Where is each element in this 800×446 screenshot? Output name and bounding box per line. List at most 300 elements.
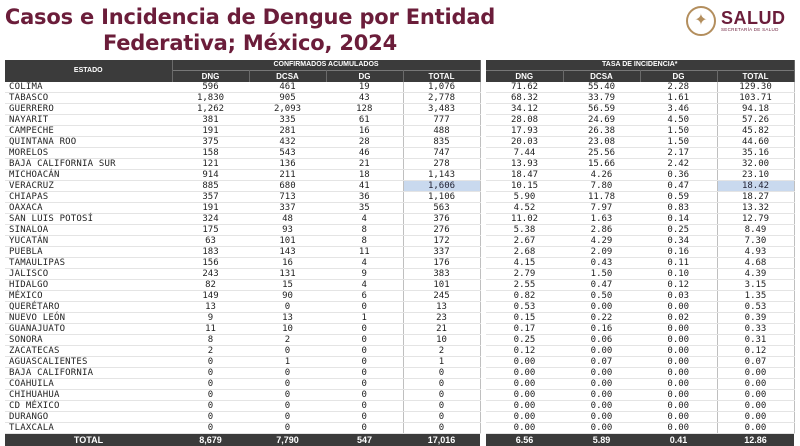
table-row [5,225,794,236]
cell-tasa-dng: 5.90 [486,192,563,203]
cell-estado: COLIMA [5,82,172,93]
salud-logo [686,3,796,39]
table-row [5,82,794,93]
cell-dng: 156 [172,258,249,269]
cell-dg: 0 [326,346,403,357]
cell-estado: SAN LUIS POTOSÍ [5,214,172,225]
cell-tasa-total: 8.49 [717,225,794,236]
cell-tasa-total: 103.71 [717,93,794,104]
cell-dcsa: 211 [249,170,326,181]
table-row [5,401,794,412]
cell-tasa-dng: 10.15 [486,181,563,192]
cell-dcsa: 2,093 [249,104,326,115]
cell-tasa-total: 44.60 [717,137,794,148]
cell-tasa-dg: 0.11 [640,258,717,269]
cell-total: 0 [403,379,480,390]
cell-total: 488 [403,126,480,137]
cell-tasa-dg: 0.83 [640,203,717,214]
totals-tasa-dng: 6.56 [486,434,563,446]
cell-dcsa: 13 [249,313,326,324]
cell-tasa-dcsa: 56.59 [563,104,640,115]
cell-dg: 0 [326,335,403,346]
cell-estado: TABASCO [5,93,172,104]
cell-tasa-total: 7.30 [717,236,794,247]
table-row [5,357,794,368]
cell-tasa-total: 0.53 [717,302,794,313]
cell-dg: 1 [326,313,403,324]
header-dcsa: DCSA [249,71,326,83]
cell-dcsa: 337 [249,203,326,214]
table-row [5,126,794,137]
cell-dg: 9 [326,269,403,280]
cell-tasa-dcsa: 24.69 [563,115,640,126]
cell-dcsa: 0 [249,401,326,412]
cell-total: 101 [403,280,480,291]
cell-total: 747 [403,148,480,159]
cell-estado: CAMPECHE [5,126,172,137]
cell-dcsa: 0 [249,346,326,357]
cell-dng: 175 [172,225,249,236]
cell-dg: 0 [326,390,403,401]
cell-tasa-dcsa: 0.00 [563,423,640,434]
cell-dg: 0 [326,379,403,390]
cell-tasa-dcsa: 0.00 [563,390,640,401]
cell-dg: 4 [326,280,403,291]
cell-estado: OAXACA [5,203,172,214]
totals-tasa-dg: 0.41 [640,434,717,446]
cell-total: 10 [403,335,480,346]
cell-total: 0 [403,401,480,412]
cell-tasa-dg: 0.00 [640,324,717,335]
cell-tasa-dg: 0.25 [640,225,717,236]
cell-tasa-dcsa: 23.08 [563,137,640,148]
cell-tasa-total: 4.68 [717,258,794,269]
cell-tasa-dcsa: 4.26 [563,170,640,181]
cell-tasa-dng: 2.79 [486,269,563,280]
cell-estado: SINALOA [5,225,172,236]
totals-dg: 547 [326,434,403,446]
cell-estado: AGUASCALIENTES [5,357,172,368]
cell-estado: CD MÉXICO [5,401,172,412]
cell-total: 1,076 [403,82,480,93]
cell-estado: NUEVO LEÓN [5,313,172,324]
cell-estado: GUERRERO [5,104,172,115]
cell-dg: 0 [326,368,403,379]
cell-dg: 8 [326,225,403,236]
cell-total: 2,778 [403,93,480,104]
table-row [5,93,794,104]
cell-dcsa: 131 [249,269,326,280]
title-line-1: Casos e Incidencia de Dengue por Entidad [4,5,496,29]
cell-dng: 0 [172,423,249,434]
table-body [5,82,794,434]
cell-tasa-dcsa: 0.00 [563,412,640,423]
cell-dng: 596 [172,82,249,93]
cell-tasa-dg: 0.47 [640,181,717,192]
cell-dng: 13 [172,302,249,313]
totals-dcsa: 7,790 [249,434,326,446]
cell-dg: 61 [326,115,403,126]
cell-tasa-dg: 0.00 [640,379,717,390]
cell-tasa-dcsa: 0.00 [563,346,640,357]
cell-tasa-dcsa: 55.40 [563,82,640,93]
cell-tasa-dng: 0.00 [486,357,563,368]
header-dg: DG [326,71,403,83]
cell-total: 0 [403,368,480,379]
header-dng: DNG [172,71,249,83]
cell-tasa-dcsa: 2.09 [563,247,640,258]
table-row [5,214,794,225]
table-footer [5,434,794,446]
cell-total: 563 [403,203,480,214]
cell-total: 777 [403,115,480,126]
cell-total: 2 [403,346,480,357]
cell-tasa-dg: 0.00 [640,412,717,423]
cell-tasa-dcsa: 0.16 [563,324,640,335]
header-confirmados: CONFIRMADOS ACUMULADOS [172,60,480,71]
cell-dg: 0 [326,423,403,434]
cell-tasa-total: 94.18 [717,104,794,115]
cell-total: 1,606 [403,181,480,192]
cell-dcsa: 0 [249,423,326,434]
cell-total: 1,143 [403,170,480,181]
cell-total: 1,106 [403,192,480,203]
table-row [5,368,794,379]
cell-tasa-dcsa: 26.38 [563,126,640,137]
dengue-table [5,60,795,446]
table-row [5,258,794,269]
cell-tasa-total: 4.93 [717,247,794,258]
table-row [5,192,794,203]
cell-dcsa: 90 [249,291,326,302]
cell-tasa-dng: 2.55 [486,280,563,291]
cell-tasa-dg: 0.00 [640,390,717,401]
cell-total: 13 [403,302,480,313]
header-tasa-dg: DG [640,71,717,83]
cell-tasa-dg: 1.50 [640,137,717,148]
header-tasa-dcsa: DCSA [563,71,640,83]
cell-tasa-dg: 0.00 [640,335,717,346]
table-row [5,291,794,302]
cell-tasa-dng: 0.25 [486,335,563,346]
cell-dcsa: 93 [249,225,326,236]
cell-dng: 0 [172,412,249,423]
cell-dng: 63 [172,236,249,247]
totals-row [5,434,794,446]
cell-tasa-dng: 2.68 [486,247,563,258]
cell-dng: 183 [172,247,249,258]
table-row [5,170,794,181]
table-row [5,423,794,434]
cell-dg: 0 [326,357,403,368]
logo-sub-text: SECRETARÍA DE SALUD [721,27,779,32]
cell-dng: 324 [172,214,249,225]
cell-tasa-total: 32.00 [717,159,794,170]
totals-dng: 8,679 [172,434,249,446]
cell-tasa-total: 0.31 [717,335,794,346]
cell-dcsa: 16 [249,258,326,269]
cell-dg: 36 [326,192,403,203]
cell-dg: 16 [326,126,403,137]
cell-dg: 4 [326,214,403,225]
cell-total: 172 [403,236,480,247]
cell-tasa-dcsa: 0.00 [563,401,640,412]
cell-tasa-total: 57.26 [717,115,794,126]
cell-dng: 1,262 [172,104,249,115]
cell-dg: 11 [326,247,403,258]
cell-estado: ZACATECAS [5,346,172,357]
cell-dng: 121 [172,159,249,170]
cell-tasa-dcsa: 0.00 [563,379,640,390]
cell-tasa-dg: 0.00 [640,357,717,368]
cell-dng: 8 [172,335,249,346]
cell-tasa-dng: 0.12 [486,346,563,357]
cell-dng: 82 [172,280,249,291]
cell-tasa-total: 0.00 [717,412,794,423]
cell-tasa-total: 1.35 [717,291,794,302]
cell-tasa-dng: 28.08 [486,115,563,126]
cell-tasa-dng: 18.47 [486,170,563,181]
cell-tasa-dcsa: 7.97 [563,203,640,214]
cell-dg: 8 [326,236,403,247]
cell-dng: 357 [172,192,249,203]
cell-estado: COAHUILA [5,379,172,390]
cell-dg: 6 [326,291,403,302]
cell-tasa-dng: 17.93 [486,126,563,137]
table-row [5,236,794,247]
cell-tasa-total: 18.27 [717,192,794,203]
header-tasa: TASA DE INCIDENCIA* [486,60,794,71]
cell-dcsa: 432 [249,137,326,148]
table-header [5,60,794,82]
header-tasa-total: TOTAL [717,71,794,83]
table-row [5,203,794,214]
table-row [5,302,794,313]
cell-estado: JALISCO [5,269,172,280]
cell-dng: 375 [172,137,249,148]
logo-main-text: SALUD [721,8,786,28]
cell-tasa-dcsa: 33.79 [563,93,640,104]
cell-dg: 21 [326,159,403,170]
cell-tasa-dg: 0.00 [640,401,717,412]
cell-tasa-dng: 0.17 [486,324,563,335]
cell-tasa-total: 0.00 [717,423,794,434]
cell-dcsa: 0 [249,412,326,423]
cell-tasa-dng: 7.44 [486,148,563,159]
cell-total: 21 [403,324,480,335]
page-title [0,4,500,56]
cell-tasa-dcsa: 0.06 [563,335,640,346]
cell-estado: CHIAPAS [5,192,172,203]
cell-tasa-total: 129.30 [717,82,794,93]
cell-tasa-dg: 0.34 [640,236,717,247]
cell-dg: 18 [326,170,403,181]
cell-dng: 149 [172,291,249,302]
cell-tasa-total: 12.79 [717,214,794,225]
cell-dng: 191 [172,126,249,137]
cell-tasa-dg: 0.02 [640,313,717,324]
cell-total: 1 [403,357,480,368]
cell-dg: 43 [326,93,403,104]
cell-total: 0 [403,390,480,401]
title-line-2: Federativa; México, 2024 [102,31,398,55]
cell-dg: 41 [326,181,403,192]
cell-tasa-dng: 0.00 [486,401,563,412]
dengue-table-container [5,60,792,446]
cell-tasa-dcsa: 0.00 [563,368,640,379]
cell-dg: 35 [326,203,403,214]
cell-tasa-dg: 0.00 [640,368,717,379]
cell-dng: 2 [172,346,249,357]
cell-tasa-dg: 0.59 [640,192,717,203]
cell-tasa-dng: 34.12 [486,104,563,115]
table-row [5,280,794,291]
table-row [5,115,794,126]
eagle-seal-icon: ✦ [686,6,716,36]
cell-tasa-dng: 11.02 [486,214,563,225]
cell-dng: 158 [172,148,249,159]
cell-dg: 19 [326,82,403,93]
cell-dcsa: 15 [249,280,326,291]
cell-dcsa: 0 [249,390,326,401]
cell-dg: 0 [326,324,403,335]
cell-estado: MORELOS [5,148,172,159]
cell-dng: 381 [172,115,249,126]
cell-dng: 0 [172,401,249,412]
cell-estado: QUERÉTARO [5,302,172,313]
cell-estado: YUCATÁN [5,236,172,247]
cell-dcsa: 10 [249,324,326,335]
cell-total: 176 [403,258,480,269]
cell-estado: BAJA CALIFORNIA [5,368,172,379]
cell-tasa-dg: 4.50 [640,115,717,126]
cell-estado: MÉXICO [5,291,172,302]
cell-tasa-dng: 5.38 [486,225,563,236]
cell-estado: TAMAULIPAS [5,258,172,269]
logo-text [721,9,786,33]
cell-estado: PUEBLA [5,247,172,258]
cell-dng: 1,830 [172,93,249,104]
cell-tasa-dng: 0.15 [486,313,563,324]
cell-estado: GUANAJUATO [5,324,172,335]
cell-tasa-dng: 0.82 [486,291,563,302]
cell-tasa-dg: 0.00 [640,346,717,357]
cell-total: 383 [403,269,480,280]
cell-tasa-total: 0.00 [717,368,794,379]
cell-dcsa: 2 [249,335,326,346]
table-row [5,104,794,115]
cell-tasa-dcsa: 0.47 [563,280,640,291]
cell-total: 23 [403,313,480,324]
cell-total: 376 [403,214,480,225]
cell-tasa-dg: 0.00 [640,302,717,313]
cell-dg: 28 [326,137,403,148]
cell-tasa-dcsa: 2.86 [563,225,640,236]
cell-tasa-dng: 0.00 [486,379,563,390]
cell-tasa-dng: 20.03 [486,137,563,148]
cell-tasa-dng: 0.00 [486,412,563,423]
cell-tasa-dg: 2.17 [640,148,717,159]
table-row [5,324,794,335]
cell-dng: 914 [172,170,249,181]
cell-tasa-dg: 0.10 [640,269,717,280]
table-row [5,181,794,192]
cell-tasa-dng: 68.32 [486,93,563,104]
cell-tasa-total: 13.32 [717,203,794,214]
cell-tasa-dg: 0.12 [640,280,717,291]
cell-dg: 0 [326,412,403,423]
cell-estado: CHIHUAHUA [5,390,172,401]
cell-dcsa: 0 [249,302,326,313]
cell-tasa-dcsa: 1.63 [563,214,640,225]
cell-tasa-dg: 0.03 [640,291,717,302]
cell-tasa-dg: 2.28 [640,82,717,93]
cell-estado: BAJA CALIFORNIA SUR [5,159,172,170]
cell-dng: 0 [172,357,249,368]
totals-label: TOTAL [5,434,172,446]
cell-tasa-dcsa: 0.50 [563,291,640,302]
cell-tasa-total: 23.10 [717,170,794,181]
header-tasa-dng: DNG [486,71,563,83]
cell-tasa-total: 3.15 [717,280,794,291]
cell-total: 337 [403,247,480,258]
table-row [5,159,794,170]
cell-dng: 243 [172,269,249,280]
cell-dcsa: 335 [249,115,326,126]
cell-total: 276 [403,225,480,236]
cell-tasa-total: 0.33 [717,324,794,335]
cell-dcsa: 543 [249,148,326,159]
cell-tasa-dng: 4.52 [486,203,563,214]
cell-dg: 4 [326,258,403,269]
cell-total: 3,483 [403,104,480,115]
cell-total: 278 [403,159,480,170]
cell-total: 245 [403,291,480,302]
cell-dcsa: 136 [249,159,326,170]
cell-tasa-dng: 13.93 [486,159,563,170]
cell-tasa-total: 0.39 [717,313,794,324]
cell-tasa-dcsa: 11.78 [563,192,640,203]
cell-tasa-dng: 71.62 [486,82,563,93]
cell-tasa-total: 0.12 [717,346,794,357]
cell-dg: 46 [326,148,403,159]
cell-tasa-dcsa: 15.66 [563,159,640,170]
cell-tasa-dcsa: 0.07 [563,357,640,368]
cell-tasa-dng: 0.00 [486,390,563,401]
cell-dg: 0 [326,401,403,412]
cell-tasa-dng: 0.00 [486,423,563,434]
header-total: TOTAL [403,71,480,83]
cell-dcsa: 461 [249,82,326,93]
cell-tasa-total: 45.82 [717,126,794,137]
cell-dcsa: 281 [249,126,326,137]
table-row [5,148,794,159]
cell-dcsa: 905 [249,93,326,104]
cell-dcsa: 680 [249,181,326,192]
cell-tasa-dng: 2.67 [486,236,563,247]
cell-estado: MICHOACÁN [5,170,172,181]
cell-dcsa: 1 [249,357,326,368]
cell-tasa-total: 35.16 [717,148,794,159]
cell-tasa-dg: 1.50 [640,126,717,137]
cell-tasa-total: 4.39 [717,269,794,280]
cell-tasa-dng: 0.53 [486,302,563,313]
table-row [5,313,794,324]
cell-dng: 11 [172,324,249,335]
totals-total: 17,016 [403,434,480,446]
cell-tasa-dcsa: 25.56 [563,148,640,159]
cell-total: 0 [403,423,480,434]
